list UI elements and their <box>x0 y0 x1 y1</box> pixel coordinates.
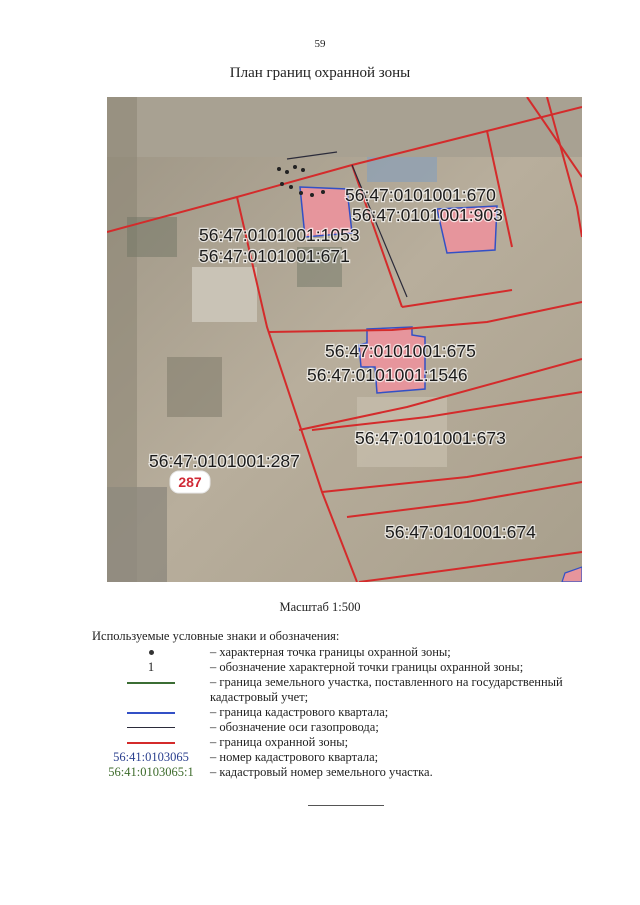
building-roof <box>367 157 437 182</box>
tree-cluster <box>127 217 177 257</box>
legend-description: – характерная точка границы охранной зоны; <box>210 645 451 659</box>
page-number: 59 <box>314 38 326 50</box>
cadastral-map <box>107 97 582 582</box>
parcel-label: 56:47:0101001:670 <box>345 185 496 205</box>
page-title: План границ охранной зоны <box>229 65 411 81</box>
legend-description: – обозначение оси газопровода; <box>210 720 379 734</box>
street-area <box>107 97 582 157</box>
legend-description: – граница кадастрового квартала; <box>210 705 389 719</box>
quarter-number-symbol: 56:41:0103065 <box>113 750 189 764</box>
black-line-icon <box>127 727 175 728</box>
parcel-label: 56:47:0101001:1546 <box>307 365 468 385</box>
legend-row <box>92 765 602 780</box>
legend-description: – кадастровый номер земельного участка. <box>210 765 433 779</box>
parcel-label: 56:47:0101001:903 <box>352 205 503 225</box>
map-scale: Масштаб 1:500 <box>279 600 361 614</box>
map-canvas <box>107 97 582 582</box>
legend-description: – номер кадастрового квартала; <box>210 750 379 764</box>
building-roof <box>107 487 167 582</box>
legend-description: – граница земельного участка, поставленного на государственный кадастровый учет; <box>210 675 563 704</box>
legend-row <box>92 645 602 660</box>
legend-row <box>92 660 602 675</box>
parcel-label: 56:47:0101001:673 <box>355 428 506 448</box>
legend-description: – граница охранной зоны; <box>210 735 349 749</box>
blue-line-icon <box>127 712 175 714</box>
red-line-icon <box>127 742 175 744</box>
signature-line <box>308 805 384 806</box>
parcel-label: 56:47:0101001:671 <box>199 246 350 266</box>
parcel-label: 56:47:0101001:675 <box>325 341 476 361</box>
legend-row <box>92 675 602 705</box>
aerial-background <box>107 97 582 582</box>
parcel-number-symbol: 56:41:0103065:1 <box>108 765 194 779</box>
point-number-symbol: 1 <box>147 660 155 674</box>
legend-row <box>92 735 602 750</box>
parcel-label: 56:47:0101001:287 <box>149 451 300 471</box>
legend-title: Используемые условные знаки и обозначения: <box>92 629 340 643</box>
green-line-icon <box>127 682 175 684</box>
legend-description: – обозначение характерной точки границы охранной зоны; <box>210 660 524 674</box>
parcel-badge-text: 287 <box>178 474 202 490</box>
tree-cluster <box>167 357 222 417</box>
legend <box>92 645 602 780</box>
legend-row <box>92 750 602 765</box>
building-roof <box>192 267 257 322</box>
parcel-label: 56:47:0101001:1053 <box>199 225 360 245</box>
legend-row <box>92 705 602 720</box>
legend-row <box>92 720 602 735</box>
point-marker-icon <box>149 650 154 655</box>
parcel-label: 56:47:0101001:674 <box>385 522 536 542</box>
